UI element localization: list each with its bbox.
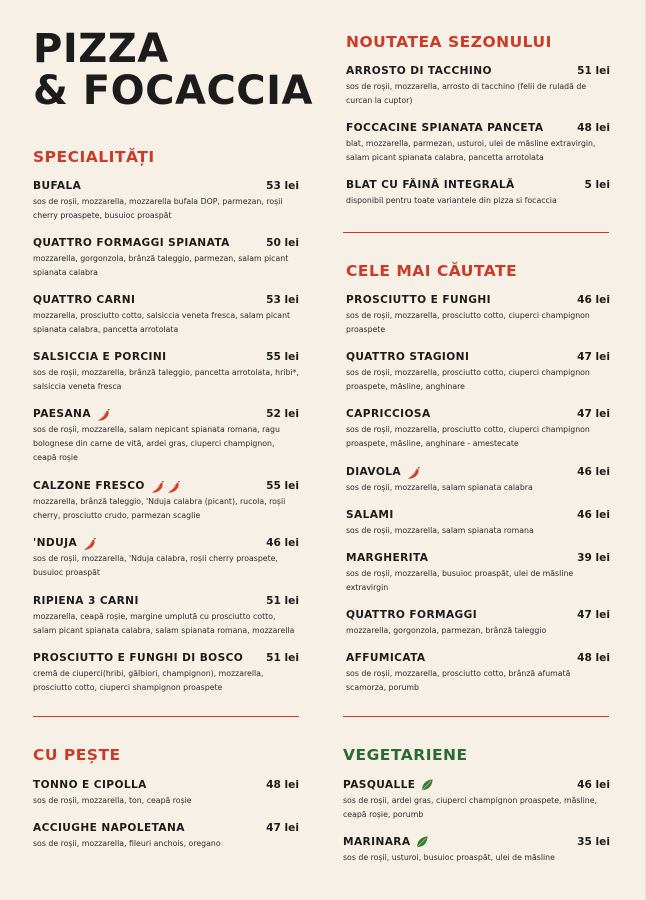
item-price: 50 lei [266, 237, 299, 249]
item-price: 46 lei [577, 779, 610, 791]
chili-pepper-icon [166, 479, 181, 494]
item-description: blat, mozzarella, parmezan, usturoi, ulei de măsline extravirgin, salam picant spianata calabra, pancetta arrotolata [346, 139, 596, 163]
item-price: 51 lei [577, 65, 610, 77]
menu-item [346, 350, 610, 394]
item-price: 46 lei [577, 466, 610, 478]
item-name: SALSICCIA E PORCINI [33, 351, 167, 363]
menu-item [346, 551, 610, 595]
chili-pepper-icon [82, 536, 97, 551]
item-description: sos de roșii, mozzarella, salam nepicant spianata romana, ragu bolognese din carne de vită, ardei gras, ciuperci champignon, ceapă roșie [33, 425, 280, 463]
menu-item [346, 64, 610, 108]
item-name: RIPIENA 3 CARNI [33, 595, 139, 607]
menu-item [33, 479, 299, 523]
chili-pepper-icon [96, 407, 111, 422]
item-name: AFFUMICATA [346, 652, 426, 664]
item-price: 47 lei [577, 408, 610, 420]
item-name: ACCIUGHE NAPOLETANA [33, 822, 185, 834]
left-column [33, 0, 299, 900]
item-name: TONNO E CIPOLLA [33, 779, 147, 791]
item-name: MARINARA [343, 836, 411, 848]
right-column [343, 0, 610, 900]
leaf-icon [415, 835, 429, 849]
menu-item [346, 608, 610, 638]
item-price: 47 lei [577, 609, 610, 621]
item-description: sos de roșii, ardei gras, ciuperci champignon proaspete, măsline, ceapă roșie, porumb [343, 796, 597, 820]
item-description: sos de roșii, mozzarella, prosciutto cotto, ciuperci champignon proaspete, măsline, anghinare - amestecate [346, 425, 590, 449]
item-description: sos de roșii, usturoi, busuioc proaspăt, ulei de măsline [343, 853, 555, 862]
item-price: 46 lei [266, 537, 299, 549]
item-description: sos de roșii, mozzarella, salam spianata romana [346, 526, 534, 535]
item-price: 35 lei [577, 836, 610, 848]
item-description: sos de roșii, mozzarella, prosciutto cotto, ciuperci champignon proaspete [346, 311, 590, 335]
item-price: 47 lei [577, 351, 610, 363]
item-name: SALAMI [346, 509, 394, 521]
item-name-row [33, 536, 97, 551]
item-name: PASQUALLE [343, 779, 416, 791]
menu-item [33, 651, 299, 695]
item-name-row [343, 778, 434, 792]
item-name: QUATTRO CARNI [33, 294, 136, 306]
item-price: 51 lei [266, 595, 299, 607]
item-description: cremă de ciuperci(hribi, gălbiori, champignon), mozzarella, prosciutto cotto, ciuperci shampignon proaspete [33, 669, 264, 693]
item-name: BUFALA [33, 180, 82, 192]
chili-pepper-icon [150, 479, 165, 494]
item-description: mozzarella, gorgonzola, parmezan, brânză taleggio [346, 626, 547, 635]
item-description: sos de roșii, mozzarella, brânză taleggio, pancetta arrotolata, hribi*, salsiccia veneta fresca [33, 368, 299, 392]
item-name: QUATTRO FORMAGGI SPIANATA [33, 237, 230, 249]
section-title-cu-peste: CU PEȘTE [33, 746, 121, 764]
item-description: mozzarella, prosciutto cotto, salsiccia veneta fresca, salam picant spianata calabra, pancetta arrotolata [33, 311, 291, 335]
section-divider [33, 716, 299, 717]
menu-item [343, 835, 610, 865]
section-divider [343, 716, 609, 717]
item-name: DIAVOLA [346, 466, 401, 478]
item-name: CAPRICCIOSA [346, 408, 431, 420]
item-name: ARROSTO DI TACCHINO [346, 65, 492, 77]
item-name: QUATTRO STAGIONI [346, 351, 470, 363]
item-price: 46 lei [577, 509, 610, 521]
item-price: 47 lei [266, 822, 299, 834]
menu-item [33, 350, 299, 394]
section-title-cele-mai-cautate: CELE MAI CĂUTATE [346, 262, 518, 280]
item-name-row [343, 835, 429, 849]
item-name: PROSCIUTTO E FUNGHI [346, 294, 491, 306]
leaf-icon [420, 778, 434, 792]
item-name: MARGHERITA [346, 552, 429, 564]
item-description: mozzarella, ceapă roșie, margine umplută cu prosciutto cotto, salam picant spianata calabra, salam spianata romana, mozzarella [33, 612, 295, 636]
section-title-specialitati: SPECIALITĂȚI [33, 148, 155, 166]
item-name: PAESANA [33, 408, 91, 420]
item-name: FOCCACINE SPIANATA PANCETA [346, 122, 544, 134]
item-name: QUATTRO FORMAGGI [346, 609, 478, 621]
item-name: BLAT CU FĂINĂ INTEGRALĂ [346, 179, 515, 191]
item-description: sos de roșii, mozzarella, prosciutto cotto, ciuperci champignon proaspete, măsline, anghinare [346, 368, 590, 392]
item-price: 5 lei [584, 179, 610, 191]
item-price: 39 lei [577, 552, 610, 564]
menu-item [346, 178, 610, 208]
item-price: 48 lei [577, 652, 610, 664]
item-description: sos de roșii, mozzarella, salam spianata calabra [346, 483, 533, 492]
item-name-row [346, 465, 421, 480]
section-divider [343, 232, 609, 233]
item-description: disponibil pentru toate variantele din pizza si focaccia [346, 196, 557, 205]
item-name: CALZONE FRESCO [33, 480, 145, 492]
item-description: sos de roșii, mozzarella, mozzarella bufala DOP, parmezan, roșii cherry proaspete, busuioc proaspăt [33, 197, 283, 221]
item-description: sos de roșii, mozzarella, fileuri anchois, oregano [33, 839, 221, 848]
menu-item [33, 179, 299, 223]
item-name: PROSCIUTTO E FUNGHI DI BOSCO [33, 652, 244, 664]
item-description: sos de roșii, mozzarella, 'Nduja calabra, roșii cherry proaspete, busuioc proaspăt [33, 554, 278, 578]
item-price: 51 lei [266, 652, 299, 664]
menu-item [346, 651, 610, 695]
item-price: 55 lei [266, 351, 299, 363]
item-description: mozzarella, brânză taleggio, 'Nduja calabra (picant), rucola, roșii cherry, prosciutto crudo, parmezan scaglie [33, 497, 286, 521]
menu-item [33, 293, 299, 337]
item-price: 55 lei [266, 480, 299, 492]
menu-item [346, 293, 610, 337]
item-description: sos de roșii, mozzarella, busuioc proaspăt, ulei de măsline extravirgin [346, 569, 574, 593]
item-description: sos de roșii, mozzarella, arrosto di tacchino (felii de ruladă de curcan la cuptor) [346, 82, 587, 106]
menu-item [343, 778, 610, 822]
menu-item [33, 821, 299, 851]
item-price: 48 lei [266, 779, 299, 791]
item-price: 46 lei [577, 294, 610, 306]
item-name-row [33, 407, 111, 422]
menu-item [346, 465, 610, 495]
item-price: 48 lei [577, 122, 610, 134]
chili-pepper-icon [406, 465, 421, 480]
item-description: sos de roșii, mozzarella, prosciutto cotto, brânză afumată scamorza, porumb [346, 669, 571, 693]
menu-item [33, 594, 299, 638]
menu-item [346, 407, 610, 451]
item-price: 53 lei [266, 294, 299, 306]
page-title-line-1: PIZZA [33, 26, 169, 72]
menu-item [346, 121, 610, 165]
item-name-row [33, 479, 181, 494]
menu-item [33, 236, 299, 280]
item-name: 'NDUJA [33, 537, 78, 549]
item-price: 53 lei [266, 180, 299, 192]
menu-item [33, 407, 299, 466]
menu-item [33, 778, 299, 808]
section-title-vegetariene: VEGETARIENE [343, 746, 468, 764]
item-description: sos de roșii, mozzarella, ton, ceapă roșie [33, 796, 192, 805]
menu-item [33, 536, 299, 580]
item-description: mozzarella, gorgonzola, brânză taleggio, parmezan, salam picant spianata calabra [33, 254, 289, 278]
section-title-noutatea-sezonului: NOUTATEA SEZONULUI [346, 33, 552, 51]
item-price: 52 lei [266, 408, 299, 420]
page-title-line-2: & FOCACCIA [33, 68, 313, 114]
menu-item [346, 508, 610, 538]
